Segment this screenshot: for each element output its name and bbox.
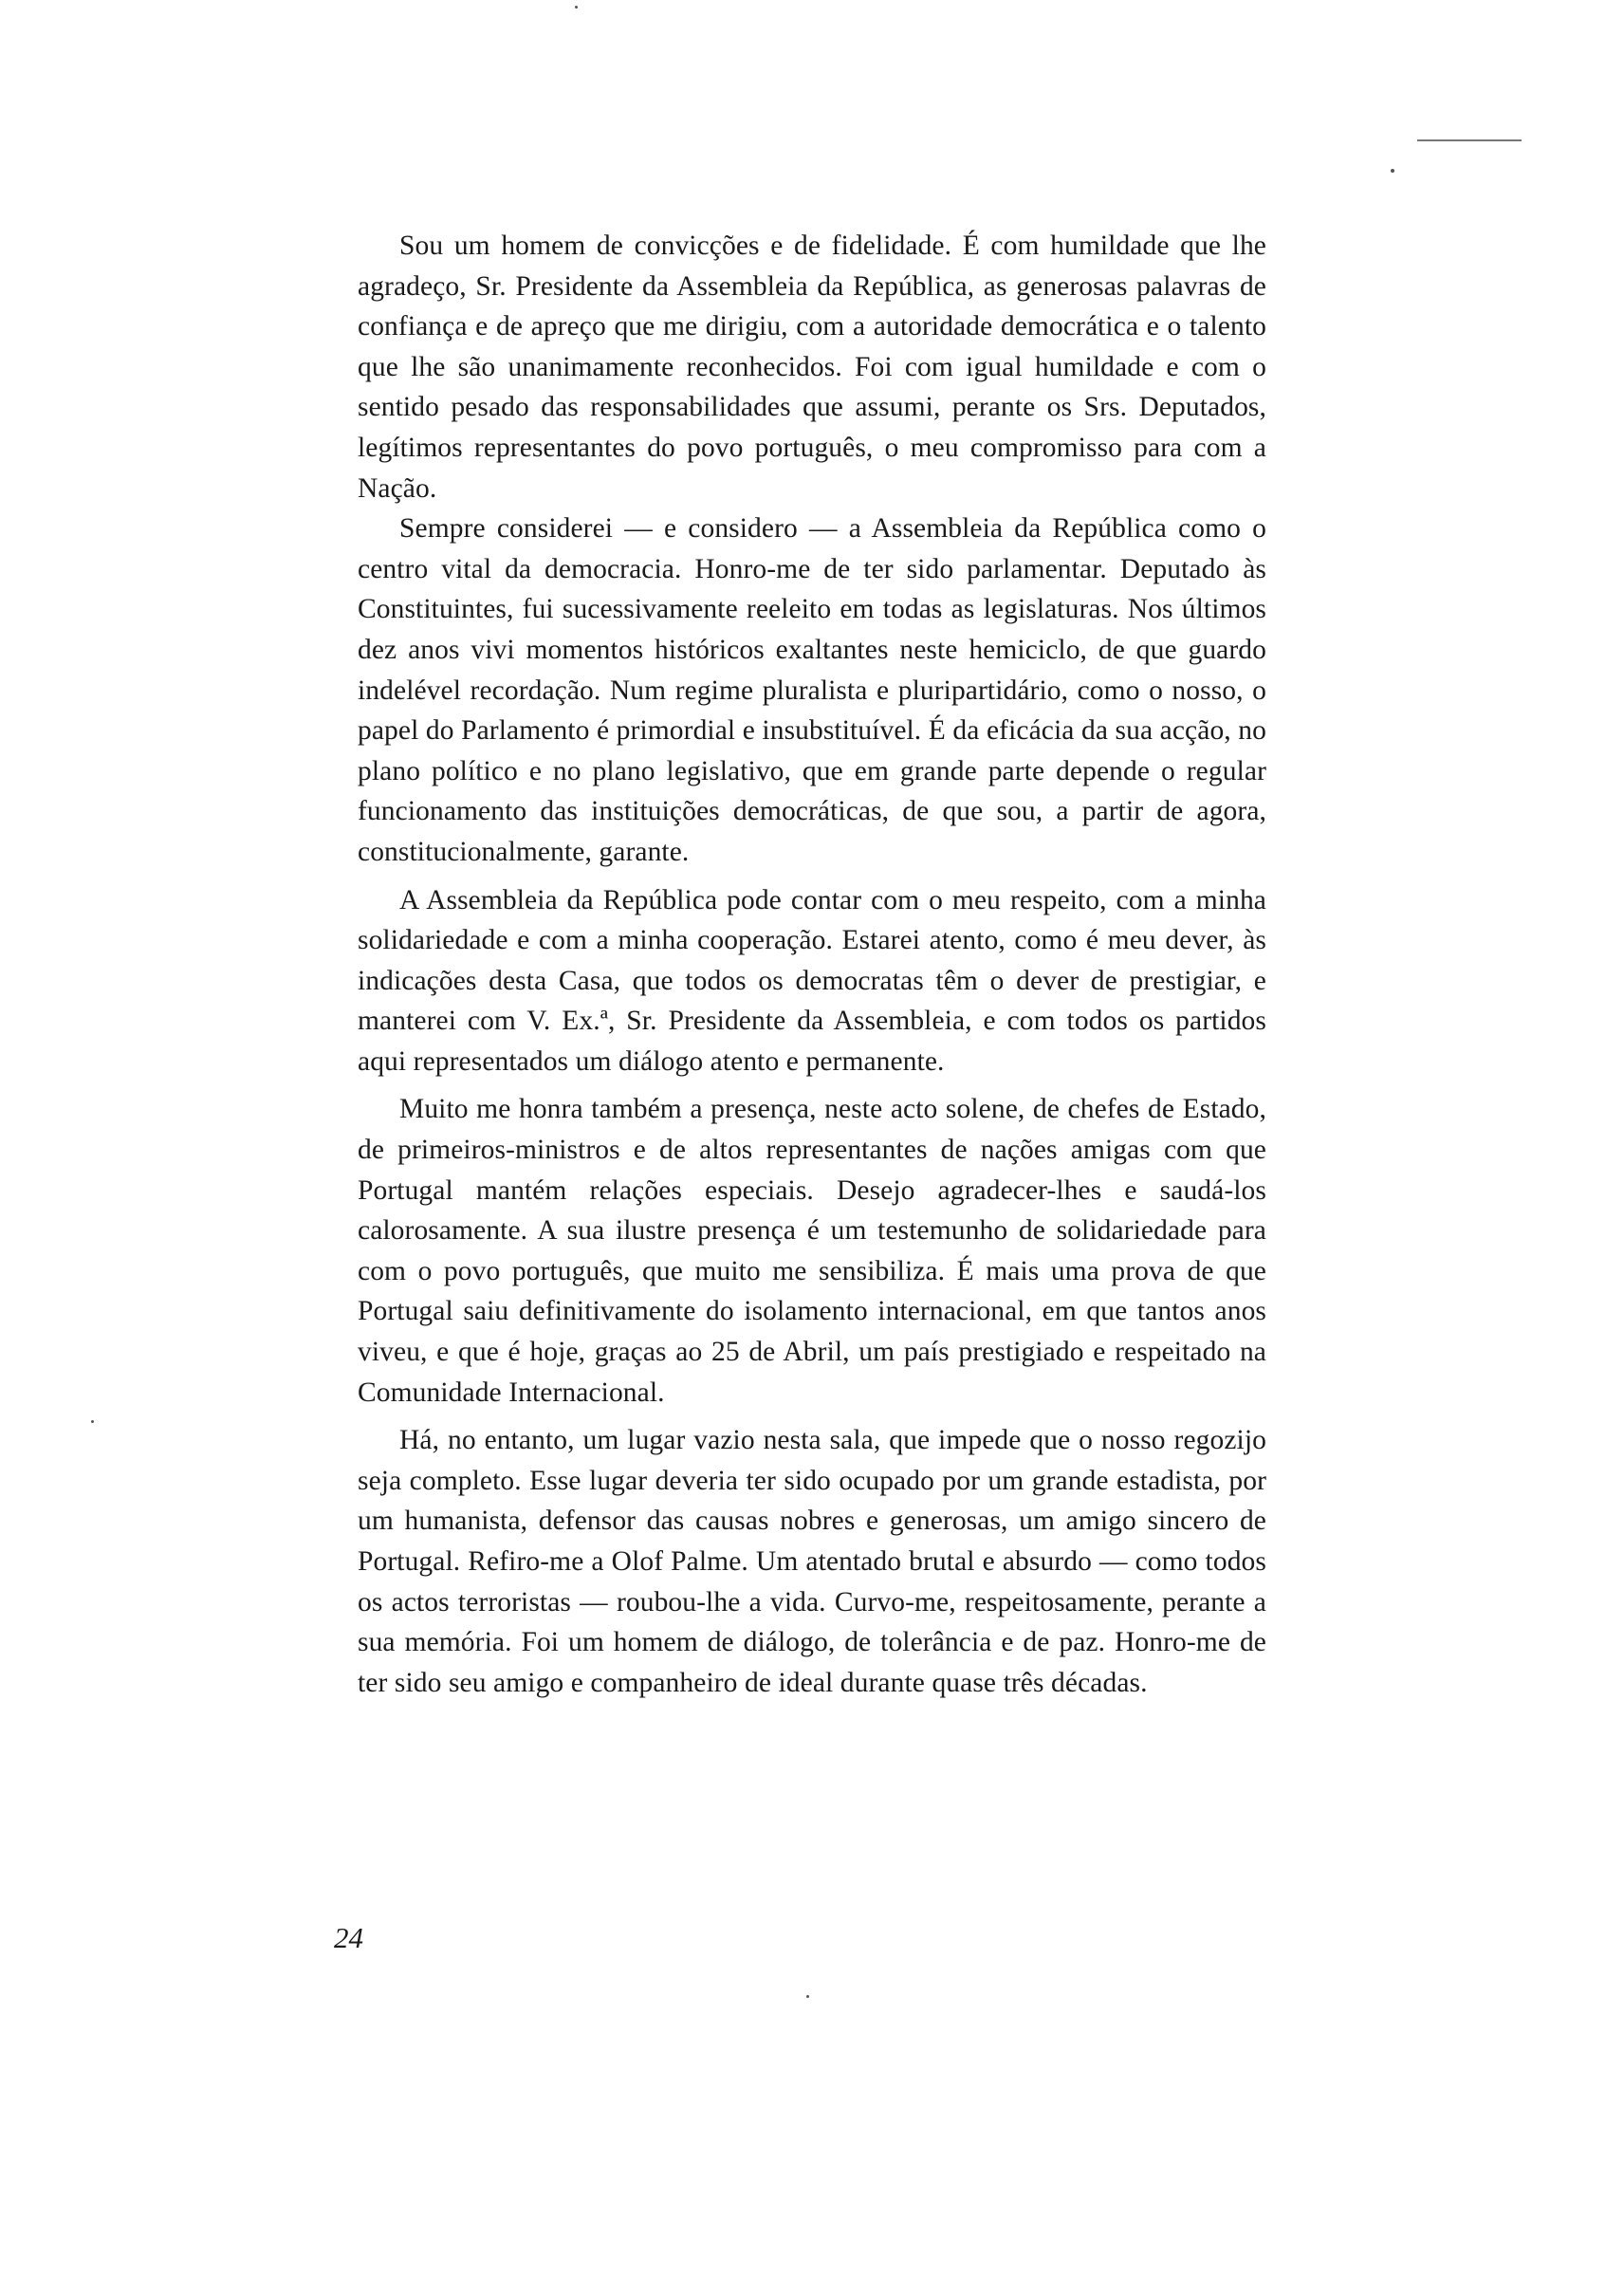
scan-speck [806, 1995, 809, 1998]
scan-rule-mark [1417, 139, 1522, 141]
paragraph: Há, no entanto, um lugar vazio nesta sala, que impede que o nosso regozijo seja completo. Esse lugar deveria ter sido ocupado por um grande estadista, por um humanista, defensor das causas nobres e generosas, um amigo sincero de Portugal. Refiro-me a Olof Palme. Um atentado brutal e absurdo — como todos os actos terroristas — roubou-lhe a vida. Curvo-me, respeitosamente, perante a sua memória. Foi um homem de diálogo, de tolerância e de paz. Honro-me de ter sido seu amigo e companheiro de ideal durante quase três décadas. [358, 1425, 1266, 1698]
scan-speck [1391, 169, 1394, 173]
paragraph: A Assembleia da República pode contar com o meu respeito, com a minha solidariedade e com a minha cooperação. Estarei atento, como é meu dever, às indicações desta Casa, que todos os democratas têm o dever de prestigiar, e manterei com V. Ex.ª, Sr. Presidente da Assembleia, e com todos os partidos aqui representados um diálogo atento e permanente. [358, 884, 1266, 1077]
scan-speck [91, 1420, 94, 1423]
page-number: 24 [334, 1921, 363, 1954]
paragraph: Sempre considerei — e considero — a Assembleia da República como o centro vital da democracia. Honro-me de ter sido parlamentar. Deputado às Constituintes, fui sucessivamente reeleito em todas as legislaturas. Nos últimos dez anos vivi momentos históricos exaltantes neste hemiciclo, de que guardo indelével recordação. Num regime pluralista e pluripartidário, como o nosso, o papel do Parlamento é primordial e insubstituível. É da eficácia da sua acção, no plano político e no plano legislativo, que em grande parte depende o regular funcionamento das instituições democráticas, de que sou, a partir de agora, constitucionalmente, garante. [358, 513, 1266, 867]
paragraph: Muito me honra também a presença, neste acto solene, de chefes de Estado, de primeiros-ministros e de altos representantes de nações amigas com que Portugal mantém relações especiais. Desejo agradecer-lhes e saudá-los calorosamente. A sua ilustre presença é um testemunho de solidariedade para com o povo português, que muito me sensibiliza. É mais uma prova de que Portugal saiu definitivamente do isolamento internacional, em que tantos anos viveu, e que é hoje, graças ao 25 de Abril, um país prestigiado e respeitado na Comunidade Internacional. [358, 1094, 1266, 1408]
scan-speck [575, 6, 578, 9]
paragraph: Sou um homem de convicções e de fidelidade. É com humildade que lhe agradeço, Sr. Presidente da Assembleia da República, as generosas palavras de confiança e de apreço que me dirigiu, com a autoridade democrática e o talento que lhe são unanimamente reconhecidos. Foi com igual humildade e com o sentido pesado das responsabilidades que assumi, perante os Srs. Deputados, legítimos representantes do povo português, o meu compromisso para com a Nação. [358, 231, 1266, 504]
body-text [358, 226, 1266, 1703]
